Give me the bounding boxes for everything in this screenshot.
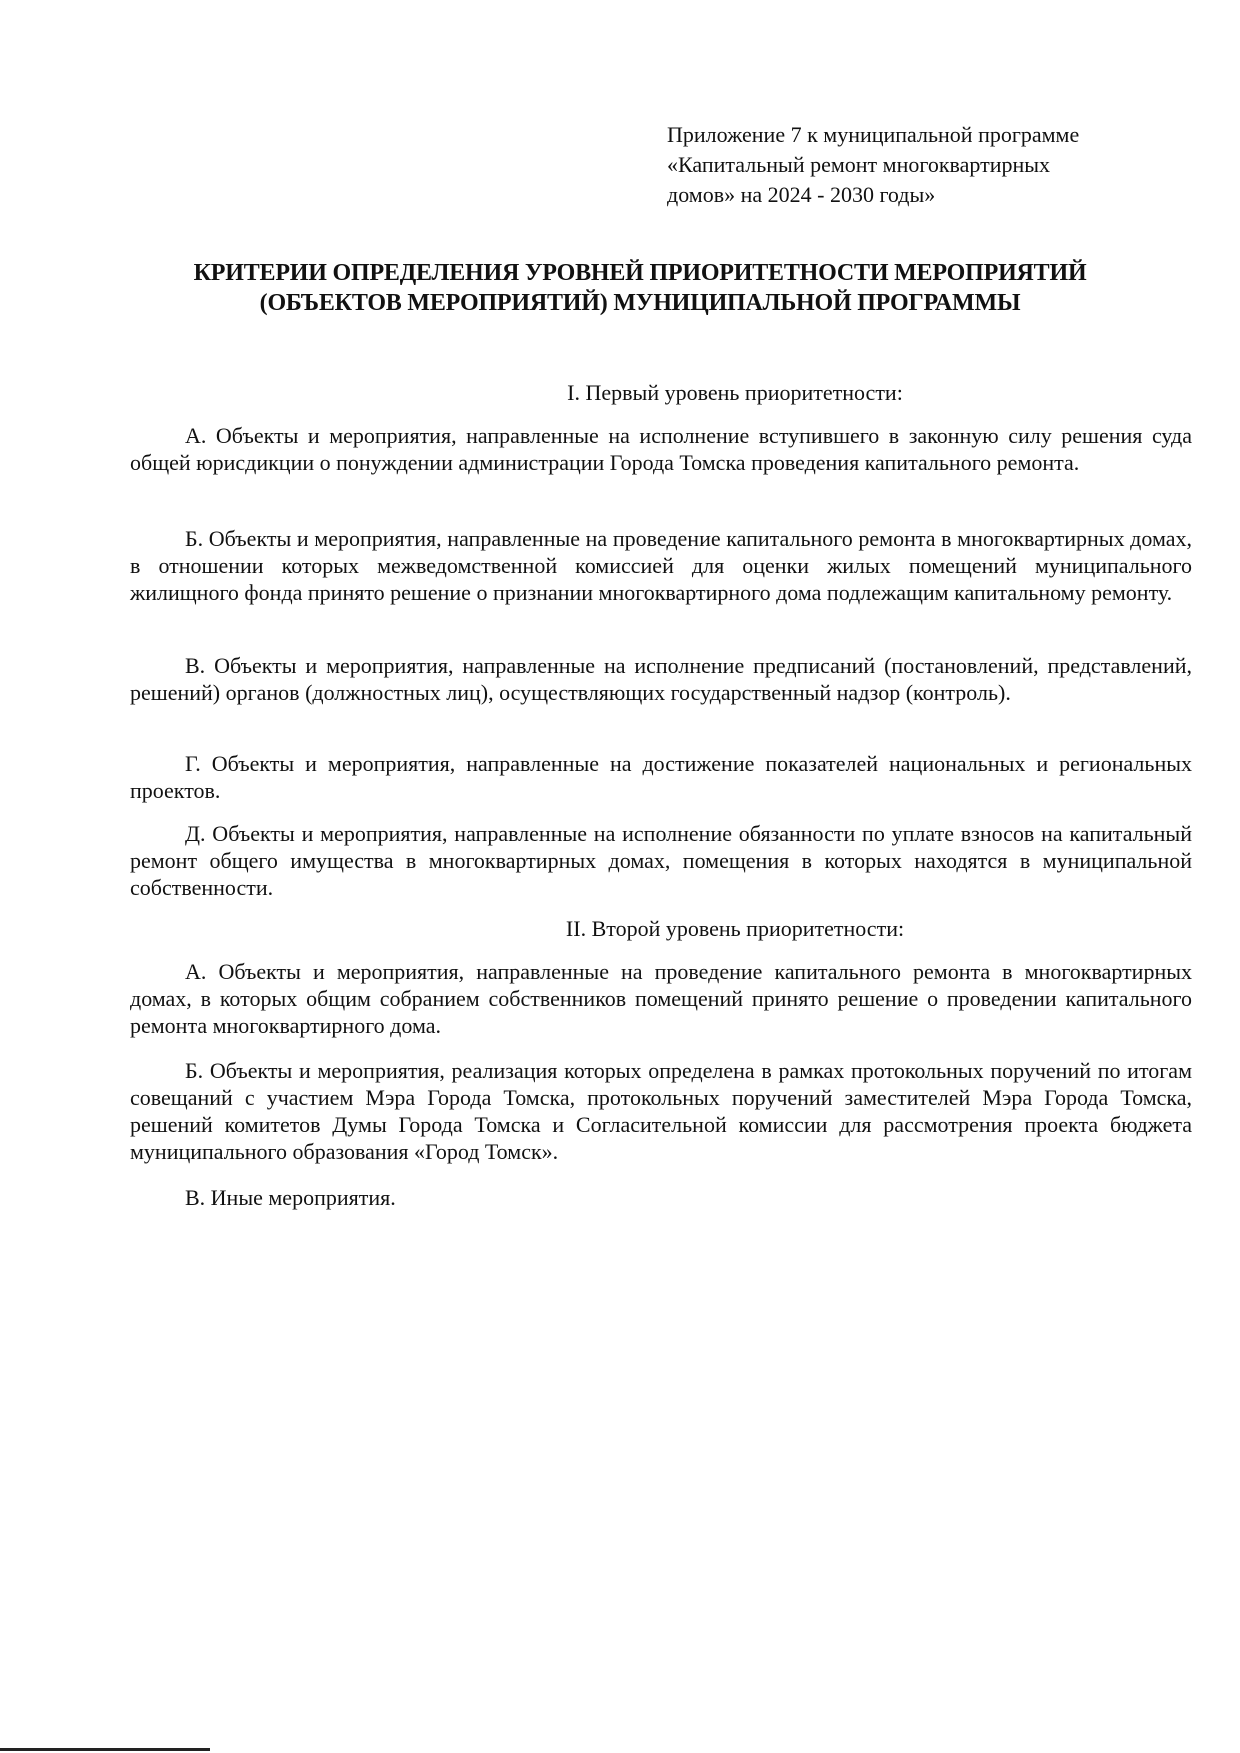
- appendix-line-2: «Капитальный ремонт многоквартирных: [667, 152, 1051, 177]
- section-2-item-b: Б. Объекты и мероприятия, реализация которых определена в рамках протокольных поручений по итогам совещаний с участием Мэра Города Томска, протокольных поручений заместителей Мэра Города Томска, решений комитетов Думы Города Томска и Согласительной комиссии для рассмотрения проекта бюджета муниципального образования «Город Томск».: [130, 1058, 1192, 1164]
- footer-rule: [0, 1748, 210, 1751]
- section-2-item-a: А. Объекты и мероприятия, направленные на проведение капитального ремонта в многоквартирных домах, в которых общим собранием собственников помещений принято решение о проведении капитального ремонта многоквартирного дома.: [130, 959, 1192, 1038]
- title-line-1: КРИТЕРИИ ОПРЕДЕЛЕНИЯ УРОВНЕЙ ПРИОРИТЕТНОСТИ МЕРОПРИЯТИЙ: [193, 260, 1087, 286]
- document-title: [140, 258, 1140, 318]
- appendix-line-3: домов» на 2024 - 2030 годы»: [667, 182, 936, 207]
- title-line-2: (ОБЪЕКТОВ МЕРОПРИЯТИЙ) МУНИЦИПАЛЬНОЙ ПРОГРАММЫ: [259, 290, 1021, 316]
- appendix-line-1: Приложение 7 к муниципальной программе: [667, 122, 1080, 147]
- section-1-item-a: А. Объекты и мероприятия, направленные на исполнение вступившего в законную силу решения суда общей юрисдикции о понуждении администрации Города Томска проведения капитального ремонта.: [130, 423, 1192, 475]
- appendix-note: [667, 120, 1187, 210]
- section-2-item-v: В. Иные мероприятия.: [185, 1185, 396, 1210]
- section-1-item-b: Б. Объекты и мероприятия, направленные на проведение капитального ремонта в многоквартирных домах, в отношении которых межведомственной комиссией для оценки жилых помещений муниципального жилищного фонда принято решение о признании многоквартирного дома подлежащим капитальному ремонту.: [130, 526, 1192, 605]
- section-1-item-d: Д. Объекты и мероприятия, направленные на исполнение обязанности по уплате взносов на капитальный ремонт общего имущества в многоквартирных домах, помещения в которых находятся в муниципальной собственности.: [130, 821, 1192, 900]
- section-1-item-v: В. Объекты и мероприятия, направленные на исполнение предписаний (постановлений, представлений, решений) органов (должностных лиц), осуществляющих государственный надзор (контроль).: [130, 653, 1192, 705]
- section-1-item-g: Г. Объекты и мероприятия, направленные на достижение показателей национальных и региональных проектов.: [130, 751, 1192, 803]
- section-1-heading: I. Первый уровень приоритетности:: [567, 380, 903, 405]
- section-2-heading: II. Второй уровень приоритетности:: [565, 916, 905, 941]
